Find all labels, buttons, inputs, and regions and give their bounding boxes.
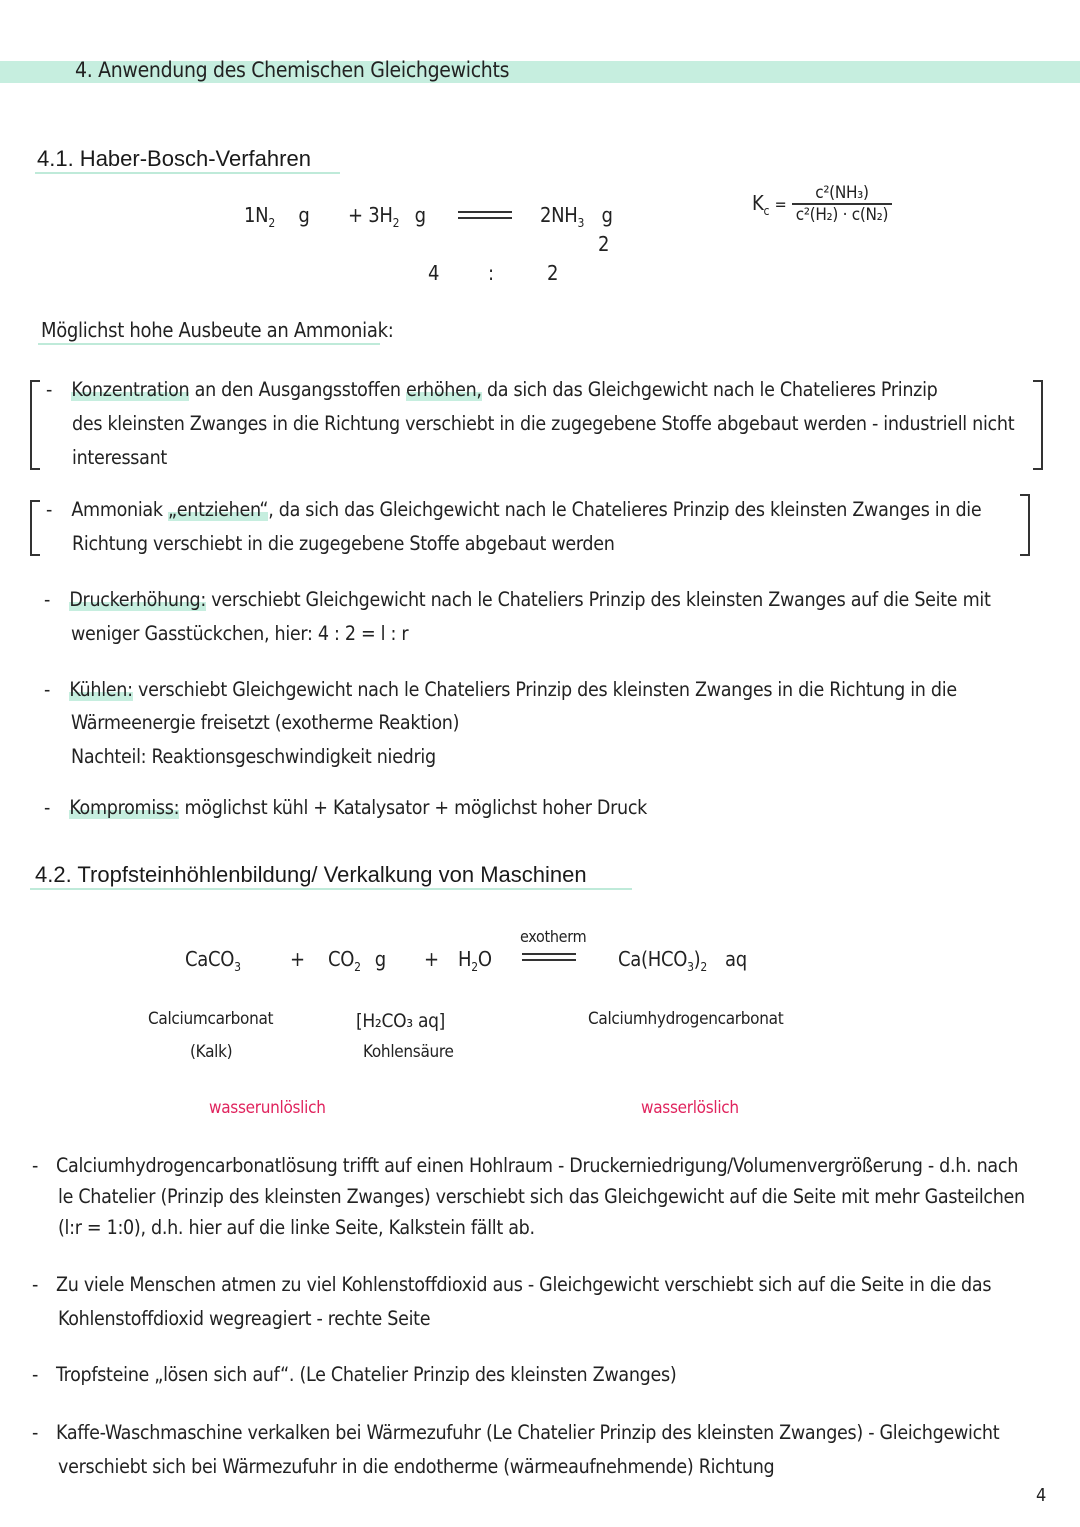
bullet-ammonia-remove: - Ammoniak „entziehen“, da sich das Gleichgewicht nach le Chatelieres Prinzip des kleinsten Zwanges in die bbox=[46, 498, 982, 521]
lime-equation-product: $Ca(HCO_3)_2$ aq bbox=[618, 947, 747, 974]
yield-heading-underline bbox=[38, 343, 380, 345]
bullet-pressure-line2: weniger Gasstückchen, hier: 4 : 2 = l : r bbox=[71, 622, 409, 645]
name-calciumcarbonat: Calciumcarbonat bbox=[148, 1009, 274, 1029]
ratio-right: 2 bbox=[547, 261, 559, 285]
lime-equation-co2: $CO_2$ g bbox=[328, 947, 386, 974]
haber-equation-reactant-h2: + $3H_2$ g bbox=[348, 203, 426, 230]
bullet-cave-line3: (l:r = 1:0), d.h. hier auf die linke Seite, Kalkstein fällt ab. bbox=[58, 1216, 535, 1239]
kc-expression: $K_c$ = $\frac{\text{c²(NH₃)}}{\text{c²(H₂) · c(N₂)}}$ bbox=[752, 183, 892, 225]
bullet-cooling-line2: Wärmeenergie freisetzt (exotherme Reaktion) bbox=[71, 711, 460, 734]
equilibrium-arrow-icon-2 bbox=[522, 950, 592, 969]
bullet-concentration: - Konzentration an den Ausgangsstoffen erhöhen, da sich das Gleichgewicht nach le Chatelieres Prinzip bbox=[46, 378, 938, 401]
label-wasserunloeslich: wasserunlöslich bbox=[209, 1098, 326, 1118]
bullet-ammonia-remove-line2: Richtung verschiebt in die zugegebene Stoffe abgebaut werden bbox=[72, 532, 615, 555]
bullet-compromise: - Kompromiss: möglichst kühl + Katalysator + möglichst hoher Druck bbox=[44, 796, 648, 819]
ratio-colon: : bbox=[488, 261, 494, 285]
ratio-left: 4 bbox=[428, 261, 440, 285]
page-number: 4 bbox=[1036, 1485, 1047, 1506]
bullet-coffee-machine: - Kaffe-Waschmaschine verkalken bei Wärmezufuhr (Le Chatelier Prinzip des kleinsten Zwanges) - Gleichgewicht bbox=[32, 1421, 1000, 1444]
equilibrium-arrow-icon bbox=[458, 208, 512, 227]
haber-equation-reactant-n2: $1N_2$ g bbox=[244, 203, 310, 230]
yield-heading: Möglichst hohe Ausbeute an Ammoniak: bbox=[41, 318, 394, 342]
bullet-coffee-machine-line2: verschiebt sich bei Wärmezufuhr in die endotherme (wärmeaufnehmende) Richtung bbox=[58, 1455, 775, 1478]
bullet-concentration-line3: interessant bbox=[72, 446, 167, 469]
bullet-cooling: - Kühlen: verschiebt Gleichgewicht nach le Chateliers Prinzip des kleinsten Zwanges in die Richtung in die bbox=[44, 678, 957, 701]
section-1-title: 4.1. Haber-Bosch-Verfahren bbox=[37, 146, 311, 171]
haber-extra-two: 2 bbox=[598, 232, 610, 256]
bracket-left-1 bbox=[30, 380, 40, 470]
lime-equation-plus2: + bbox=[424, 947, 439, 971]
section-2-title: 4.2. Tropfsteinhöhlenbildung/ Verkalkung von Maschinen bbox=[35, 862, 587, 887]
name-h2co3: [H₂CO₃ aq] bbox=[356, 1010, 446, 1032]
label-wasserloeslich: wasserlöslich bbox=[641, 1098, 739, 1118]
lime-equation-caco3: CaCO$_3$ bbox=[185, 947, 241, 974]
lime-equation-plus1: + bbox=[290, 947, 305, 971]
section-1-underline bbox=[35, 172, 340, 174]
arrow-label-exotherm: exotherm bbox=[520, 927, 587, 946]
name-kohlensaeure: Kohlensäure bbox=[363, 1042, 454, 1062]
bullet-cooling-line3: Nachteil: Reaktionsgeschwindigkeit niedrig bbox=[71, 745, 436, 768]
bracket-left-2 bbox=[30, 500, 40, 556]
name-hydrogencarbonat: Calciumhydrogencarbonat bbox=[588, 1009, 784, 1029]
lime-equation-h2o: $H_2O$ bbox=[458, 947, 492, 974]
name-kalk: (Kalk) bbox=[190, 1042, 233, 1062]
haber-equation-product: $2NH_3$ g bbox=[540, 203, 613, 230]
bullet-pressure: - Druckerhöhung: verschiebt Gleichgewicht nach le Chateliers Prinzip des kleinsten Zwanges auf die Seite mit bbox=[44, 588, 991, 611]
bullet-cave: - Calciumhydrogencarbonatlösung trifft auf einen Hohlraum - Druckerniedrigung/Volumenvergrößerung - d.h. nach bbox=[32, 1154, 1019, 1177]
bullet-people: - Zu viele Menschen atmen zu viel Kohlenstoffdioxid aus - Gleichgewicht verschiebt sich auf die Seite in die das bbox=[32, 1273, 992, 1296]
chapter-title: 4. Anwendung des Chemischen Gleichgewichts bbox=[75, 58, 510, 82]
bullet-concentration-line2: des kleinsten Zwanges in die Richtung verschiebt in die zugegebene Stoffe abgebaut werden - industriell nicht bbox=[72, 412, 1015, 435]
bullet-cave-line2: le Chatelier (Prinzip des kleinsten Zwanges) verschiebt sich das Gleichgewicht auf die Seite mit mehr Gasteilchen bbox=[58, 1185, 1025, 1208]
bullet-stalactites: - Tropfsteine „lösen sich auf“. (Le Chatelier Prinzip des kleinsten Zwanges) bbox=[32, 1363, 677, 1386]
section-2-underline bbox=[30, 888, 632, 890]
bracket-right-1 bbox=[1033, 380, 1043, 470]
bracket-right-2 bbox=[1020, 494, 1030, 556]
bullet-people-line2: Kohlenstoffdioxid wegreagiert - rechte Seite bbox=[58, 1307, 431, 1330]
